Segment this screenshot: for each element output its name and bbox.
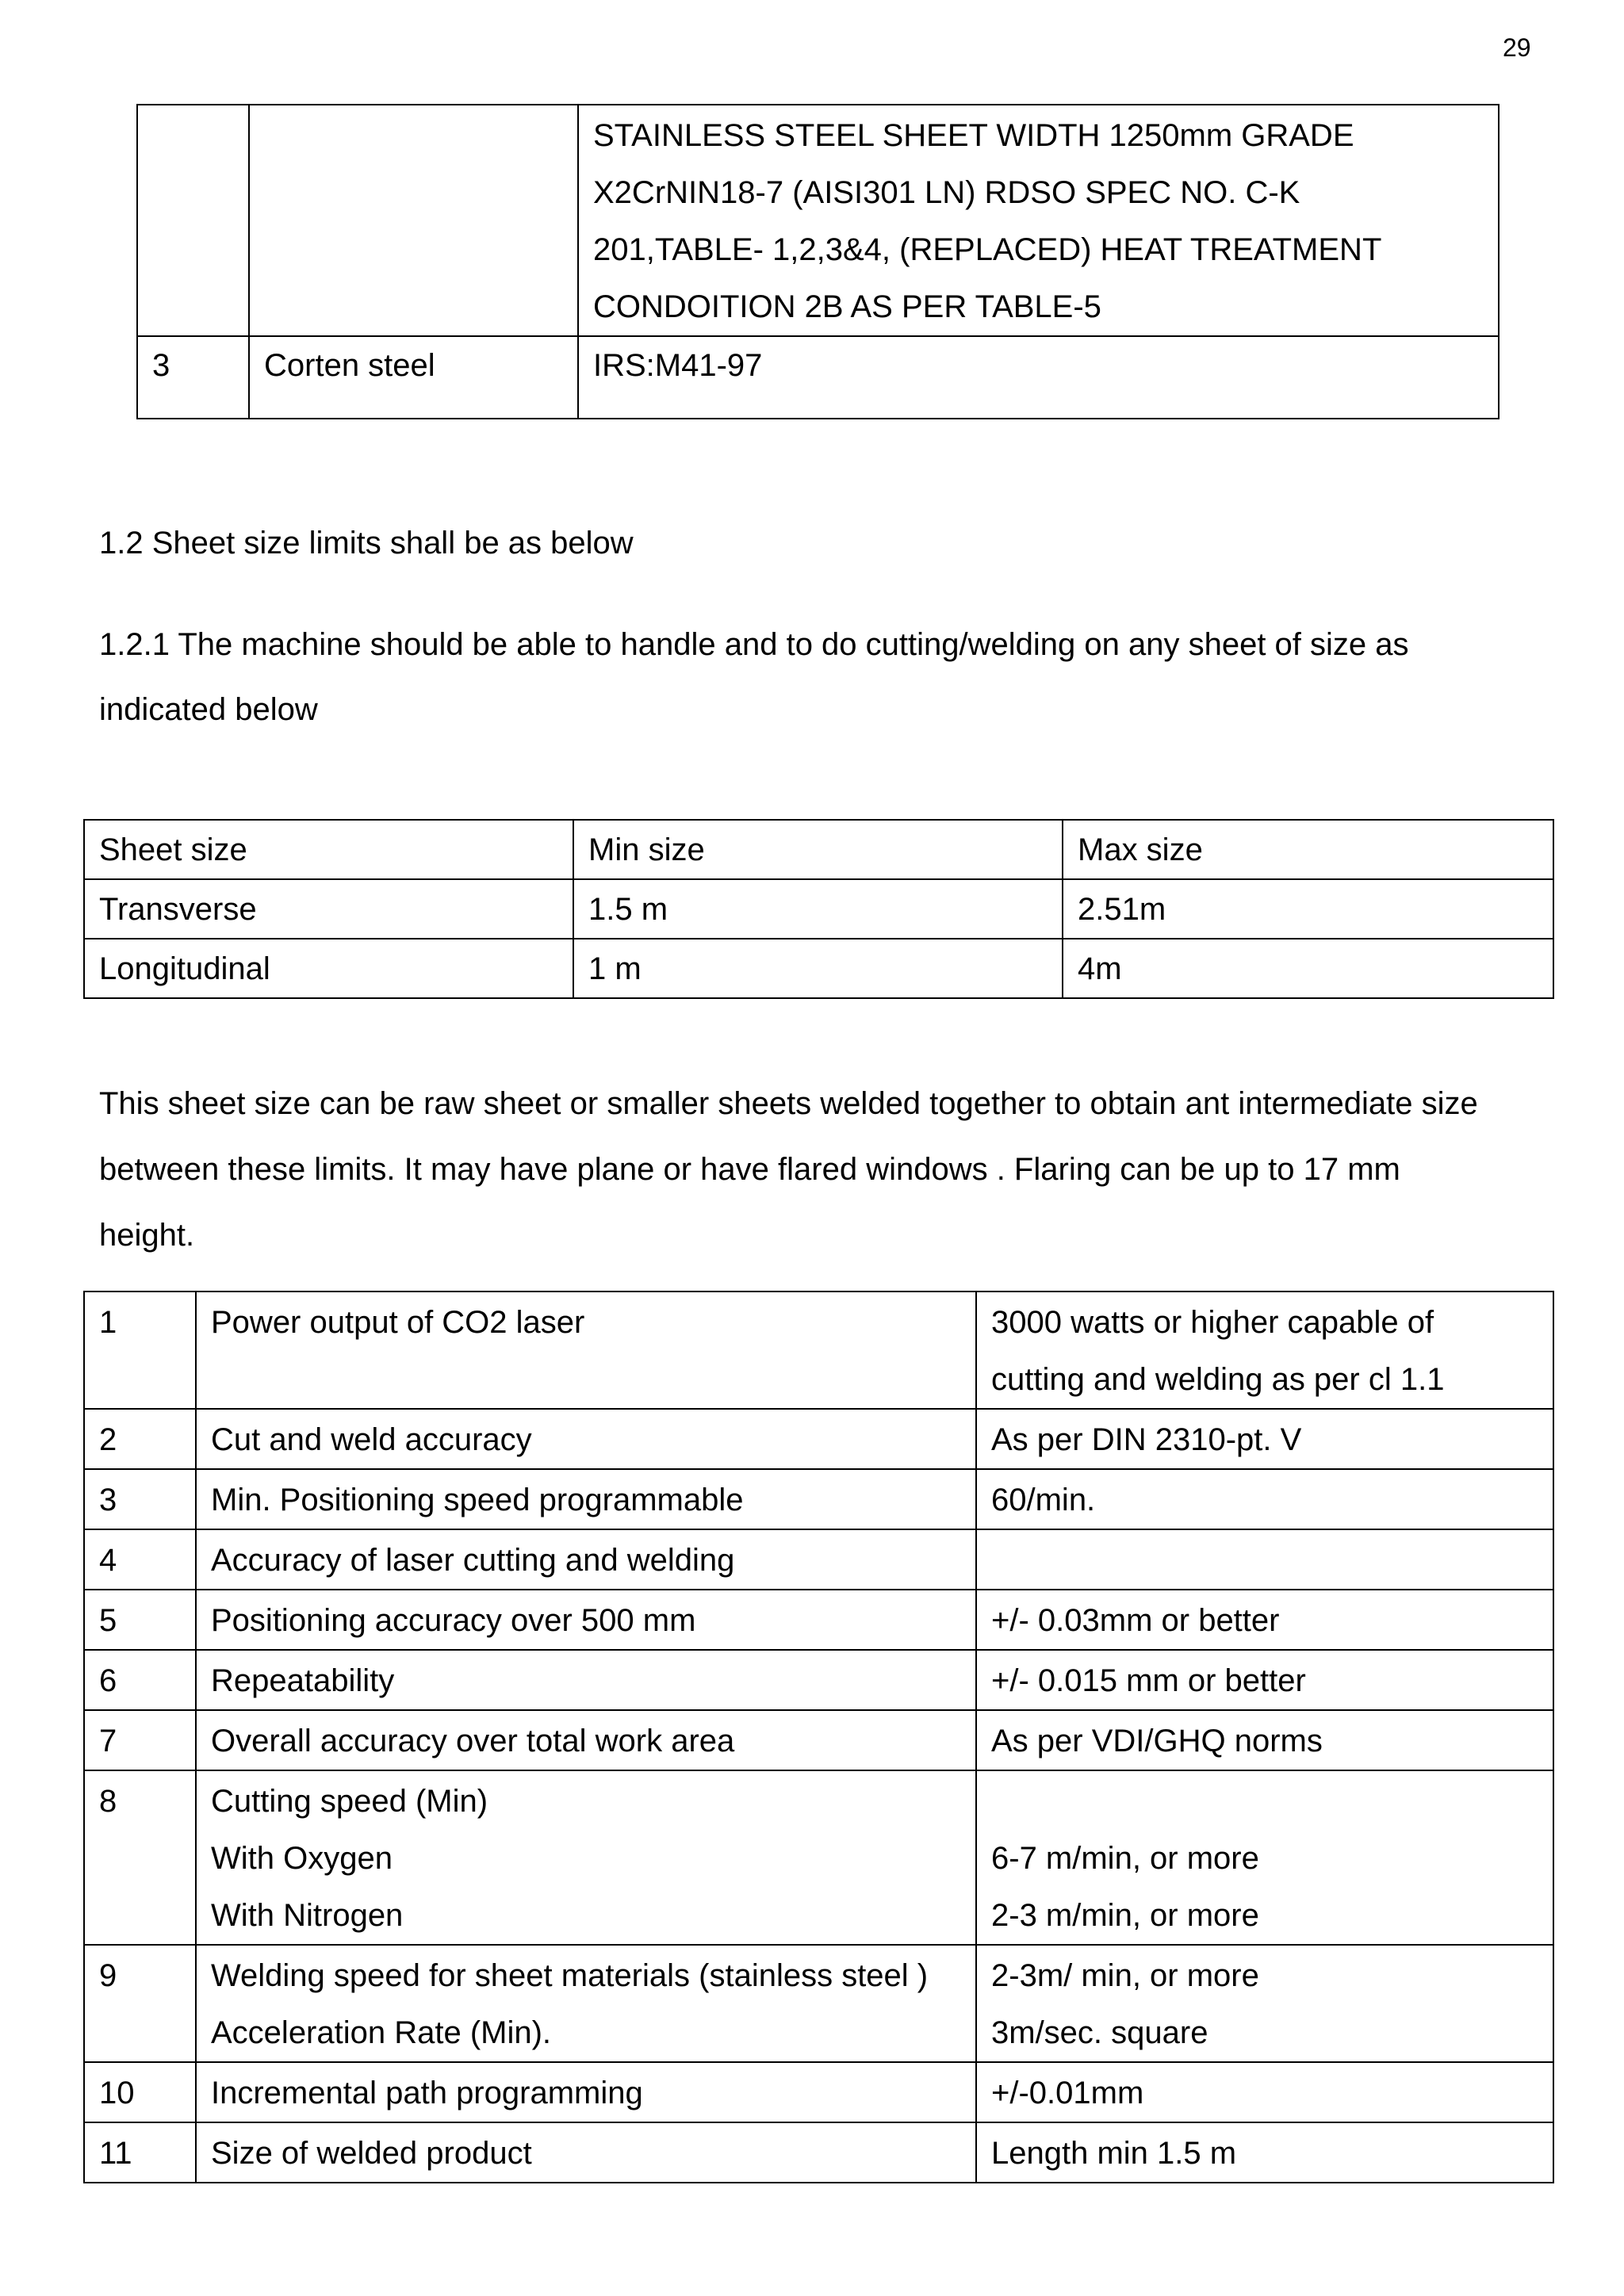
- value-cell: [976, 2122, 1553, 2183]
- value-line: cutting and welding as per cl 1.1: [991, 1362, 1445, 1397]
- parameter-line: Repeatability: [211, 1663, 395, 1698]
- serial-cell: 4: [84, 1529, 196, 1590]
- paragraph-line: between these limits. It may have plane or have flared windows . Flaring can be up to 17 mm: [99, 1152, 1400, 1187]
- serial-cell: 7: [84, 1710, 196, 1770]
- parameter-cell: [196, 1710, 976, 1770]
- sheet-size-table: [83, 819, 1554, 999]
- value-cell: [976, 1590, 1553, 1650]
- table-row: [84, 1409, 1553, 1469]
- table-row: [137, 105, 1499, 336]
- table-row: [84, 2122, 1553, 2183]
- parameter-cell: [196, 1945, 976, 2062]
- parameter-cell: [196, 1529, 976, 1590]
- parameter-cell: [196, 1409, 976, 1469]
- material-cell: [249, 105, 578, 336]
- value-line: 60/min.: [991, 1483, 1096, 1517]
- table-row: [84, 1650, 1553, 1710]
- value-cell: [976, 1770, 1553, 1945]
- value-line: Length min 1.5 m: [991, 2136, 1237, 2171]
- value-cell: [976, 1469, 1553, 1529]
- spec-line: 201,TABLE- 1,2,3&4, (REPLACED) HEAT TREATMENT: [593, 232, 1382, 267]
- parameter-cell: [196, 2122, 976, 2183]
- parameter-line: Min. Positioning speed programmable: [211, 1483, 744, 1517]
- serial-cell: 9: [84, 1945, 196, 2062]
- serial-cell: 1: [84, 1292, 196, 1409]
- parameter-cell: [196, 1292, 976, 1409]
- specification-cell: [578, 105, 1499, 336]
- parameter-line: Size of welded product: [211, 2136, 532, 2171]
- material-cell: Corten steel: [249, 336, 578, 419]
- paragraph-line: 1.2.1 The machine should be able to handle and to do cutting/welding on any sheet of size as: [99, 627, 1409, 662]
- parameter-cell: [196, 1770, 976, 1945]
- table-row: [84, 1292, 1553, 1409]
- header-cell: Max size: [1063, 820, 1553, 879]
- value-line: 2-3 m/min, or more: [991, 1898, 1259, 1933]
- specification-cell: [578, 336, 1499, 419]
- table-cell: 1.5 m: [573, 879, 1063, 939]
- table-header-row: [84, 820, 1553, 879]
- serial-cell: 8: [84, 1770, 196, 1945]
- table-row: [84, 879, 1553, 939]
- parameter-line: Accuracy of laser cutting and welding: [211, 1543, 735, 1578]
- serial-cell: 11: [84, 2122, 196, 2183]
- value-cell: [976, 1650, 1553, 1710]
- parameter-line: Cutting speed (Min): [211, 1784, 488, 1819]
- serial-cell: 2: [84, 1409, 196, 1469]
- table-row: [84, 1469, 1553, 1529]
- spec-line: STAINLESS STEEL SHEET WIDTH 1250mm GRADE: [593, 118, 1354, 153]
- parameter-cell: [196, 1650, 976, 1710]
- value-line: 3m/sec. square: [991, 2015, 1208, 2050]
- value-line: +/-0.01mm: [991, 2076, 1144, 2110]
- table-cell: 1 m: [573, 939, 1063, 998]
- header-cell: Sheet size: [84, 820, 573, 879]
- parameter-line: Welding speed for sheet materials (stainless steel ): [211, 1958, 929, 1993]
- page-number: 29: [1503, 33, 1531, 62]
- value-cell: [976, 1710, 1553, 1770]
- value-cell: [976, 1529, 1553, 1590]
- table-row: [84, 1770, 1553, 1945]
- parameter-line: Acceleration Rate (Min).: [211, 2015, 552, 2050]
- parameter-cell: [196, 1590, 976, 1650]
- paragraph-line: indicated below: [99, 692, 318, 727]
- sheet-size-note: [99, 1071, 1558, 1269]
- section-1-2-heading: 1.2 Sheet size limits shall be as below: [99, 526, 634, 561]
- serial-cell: 5: [84, 1590, 196, 1650]
- value-cell: [976, 2062, 1553, 2122]
- parameter-cell: [196, 1469, 976, 1529]
- serial-cell: [137, 105, 249, 336]
- parameter-line: Cut and weld accuracy: [211, 1422, 532, 1457]
- value-line: 2-3m/ min, or more: [991, 1958, 1259, 1993]
- spec-line: IRS:M41-97: [593, 348, 763, 383]
- table-row: [84, 1710, 1553, 1770]
- parameter-line: Incremental path programming: [211, 2076, 643, 2110]
- value-line: [991, 1532, 1538, 1589]
- paragraph-line: This sheet size can be raw sheet or smaller sheets welded together to obtain ant intermediate size: [99, 1086, 1478, 1121]
- table-cell: 2.51m: [1063, 879, 1553, 939]
- material-spec-table: [136, 104, 1500, 419]
- value-cell: [976, 1292, 1553, 1409]
- table-row: [137, 336, 1499, 419]
- table-row: [84, 2062, 1553, 2122]
- parameter-line: With Nitrogen: [211, 1898, 404, 1933]
- table-cell: 4m: [1063, 939, 1553, 998]
- parameter-line: Overall accuracy over total work area: [211, 1724, 735, 1758]
- parameter-line: Power output of CO2 laser: [211, 1305, 585, 1340]
- table-row: [84, 1945, 1553, 2062]
- serial-cell: 3: [84, 1469, 196, 1529]
- value-line: 6-7 m/min, or more: [991, 1841, 1259, 1876]
- table-cell: Longitudinal: [84, 939, 573, 998]
- value-cell: [976, 1409, 1553, 1469]
- table-cell: Transverse: [84, 879, 573, 939]
- serial-cell: 3: [137, 336, 249, 419]
- serial-cell: 10: [84, 2062, 196, 2122]
- machine-spec-table: [83, 1291, 1554, 2183]
- spec-line: CONDOITION 2B AS PER TABLE-5: [593, 289, 1101, 324]
- spec-line: X2CrNIN18-7 (AISI301 LN) RDSO SPEC NO. C-K: [593, 175, 1300, 210]
- header-cell: Min size: [573, 820, 1063, 879]
- table-row: [84, 1590, 1553, 1650]
- value-line: [991, 1773, 1538, 1830]
- table-row: [84, 1529, 1553, 1590]
- value-line: +/- 0.03mm or better: [991, 1603, 1280, 1638]
- table-row: [84, 939, 1553, 998]
- value-line: As per DIN 2310-pt. V: [991, 1422, 1302, 1457]
- value-line: 3000 watts or higher capable of: [991, 1305, 1434, 1340]
- value-cell: [976, 1945, 1553, 2062]
- parameter-line: Positioning accuracy over 500 mm: [211, 1603, 696, 1638]
- section-1-2-1-paragraph: [99, 612, 1558, 742]
- value-line: As per VDI/GHQ norms: [991, 1724, 1323, 1758]
- parameter-cell: [196, 2062, 976, 2122]
- paragraph-line: height.: [99, 1218, 195, 1253]
- value-line: +/- 0.015 mm or better: [991, 1663, 1306, 1698]
- parameter-line: With Oxygen: [211, 1841, 393, 1876]
- serial-cell: 6: [84, 1650, 196, 1710]
